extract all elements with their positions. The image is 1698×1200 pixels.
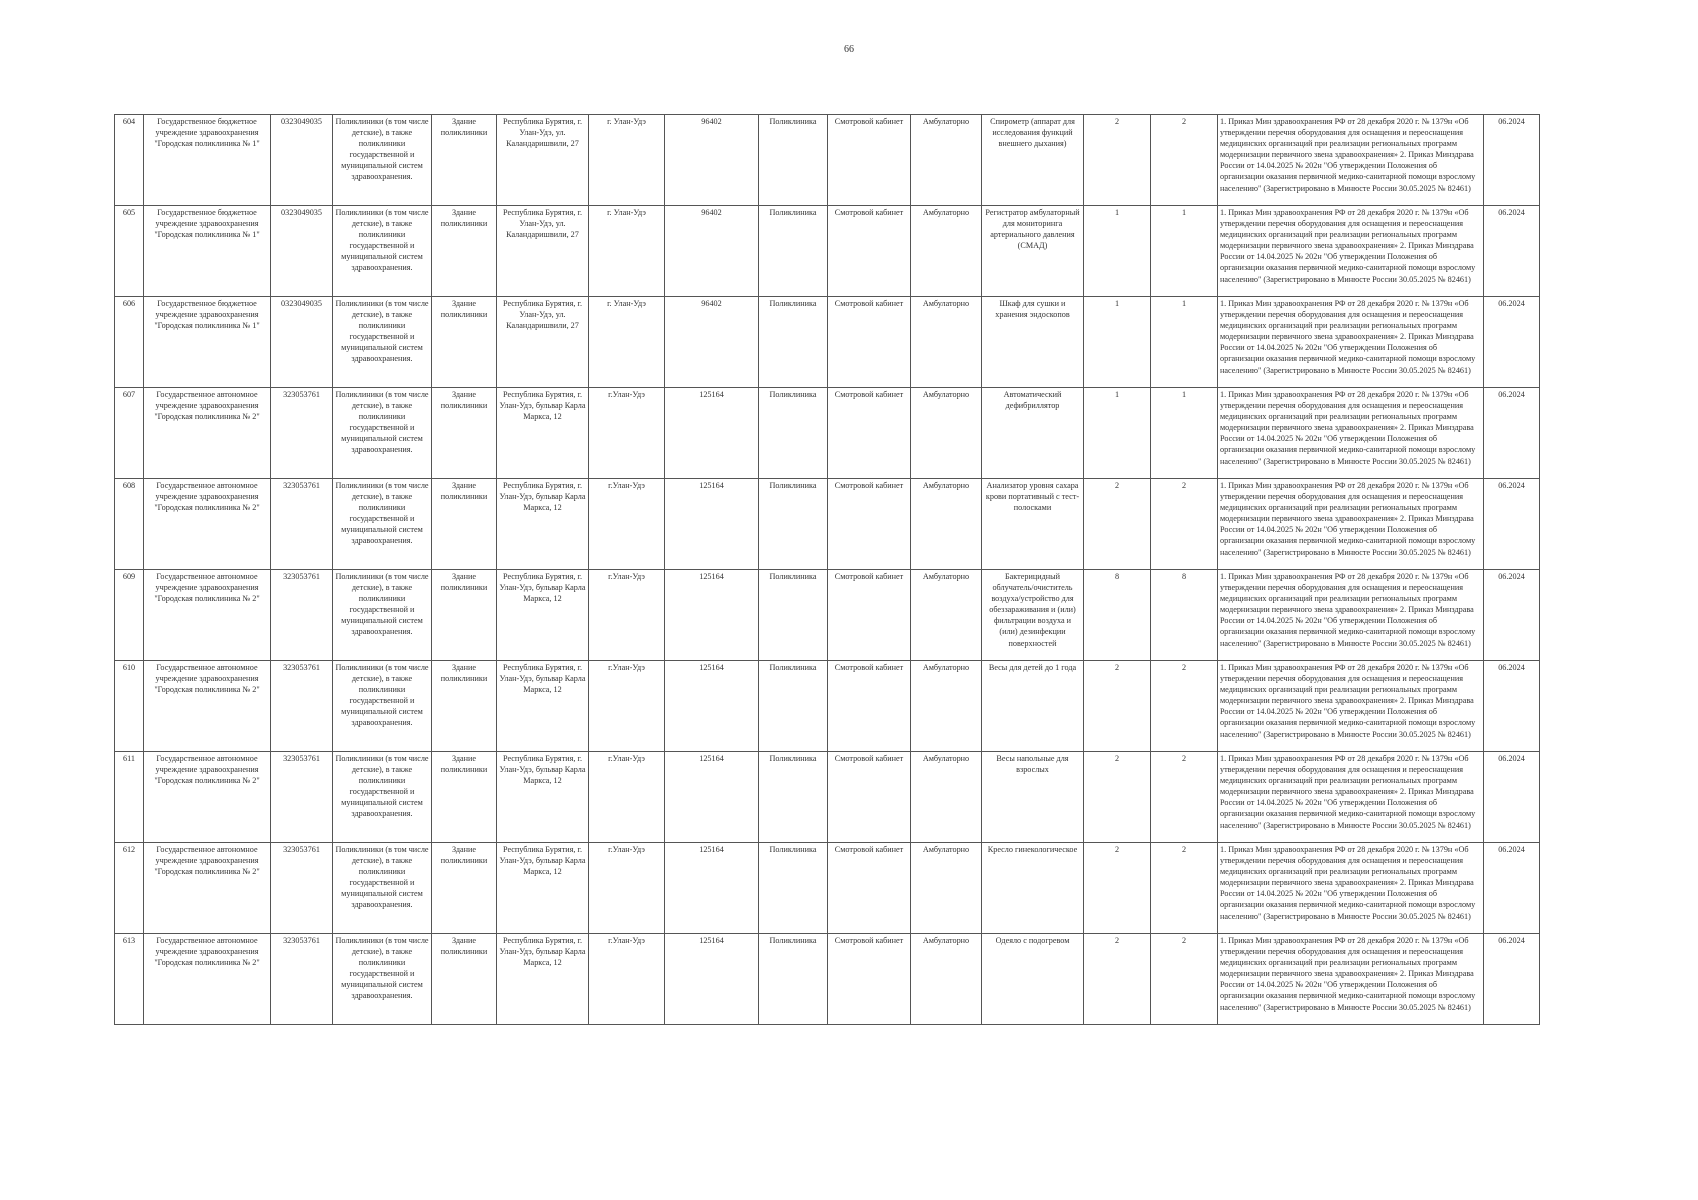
cell-facility-type: Поликлиника: [759, 843, 828, 934]
cell-organization-inn: 323053761: [271, 752, 333, 843]
cell-city: г. Улан-Удэ: [589, 115, 665, 206]
cell-care-mode: Амбулаторно: [911, 843, 982, 934]
cell-legal-basis: 1. Приказ Мин здравоохранения РФ от 28 декабря 2020 г. № 1379н «Об утверждении перечня оборудования для оснащения и переоснащения медицинских организаций при реализации региональных программ модернизации первичного звена здравоохранения» 2. Приказ Минздрава России от 14.04.2025 № 202н "Об утверждении Положения об организации оказания первичной медико-санитарной помощи взрослому населению" (Зарегистрировано в Минюсте России 30.05.2025 № 82461): [1218, 388, 1484, 479]
cell-row-number: 605: [115, 206, 144, 297]
cell-organization-type: Поликлиники (в том числе детские), в также поликлиники государственной и муниципальной систем здравоохранения.: [333, 115, 432, 206]
cell-quantity-required: 1: [1084, 206, 1151, 297]
cell-city: г.Улан-Удэ: [589, 934, 665, 1025]
cell-organization-name: Государственное бюджетное учреждение здравоохранения "Городская поликлиника № 1": [144, 297, 271, 388]
table-row: [115, 661, 1540, 752]
cell-due-date: 06.2024: [1484, 934, 1540, 1025]
cell-due-date: 06.2024: [1484, 206, 1540, 297]
cell-room-type: Смотровой кабинет: [828, 206, 911, 297]
cell-building: Здание поликлиники: [432, 661, 497, 752]
cell-legal-basis: 1. Приказ Мин здравоохранения РФ от 28 декабря 2020 г. № 1379н «Об утверждении перечня оборудования для оснащения и переоснащения медицинских организаций при реализации региональных программ модернизации первичного звена здравоохранения» 2. Приказ Минздрава России от 14.04.2025 № 202н "Об утверждении Положения об организации оказания первичной медико-санитарной помощи взрослому населению" (Зарегистрировано в Минюсте России 30.05.2025 № 82461): [1218, 843, 1484, 934]
cell-row-number: 611: [115, 752, 144, 843]
cell-territory-code: 125164: [665, 661, 759, 752]
cell-address: Республика Бурятия, г. Улан-Удэ, бульвар Карла Маркса, 12: [497, 570, 589, 661]
cell-legal-basis: 1. Приказ Мин здравоохранения РФ от 28 декабря 2020 г. № 1379н «Об утверждении перечня оборудования для оснащения и переоснащения медицинских организаций при реализации региональных программ модернизации первичного звена здравоохранения» 2. Приказ Минздрава России от 14.04.2025 № 202н "Об утверждении Положения об организации оказания первичной медико-санитарной помощи взрослому населению" (Зарегистрировано в Минюсте России 30.05.2025 № 82461): [1218, 934, 1484, 1025]
cell-territory-code: 96402: [665, 206, 759, 297]
cell-care-mode: Амбулаторно: [911, 115, 982, 206]
cell-care-mode: Амбулаторно: [911, 661, 982, 752]
cell-facility-type: Поликлиника: [759, 661, 828, 752]
table-row: [115, 934, 1540, 1025]
cell-quantity-planned: 2: [1151, 661, 1218, 752]
cell-territory-code: 125164: [665, 388, 759, 479]
cell-due-date: 06.2024: [1484, 843, 1540, 934]
cell-organization-name: Государственное автономное учреждение здравоохранения "Городская поликлиника № 2": [144, 570, 271, 661]
cell-facility-type: Поликлиника: [759, 479, 828, 570]
cell-row-number: 612: [115, 843, 144, 934]
cell-legal-basis: 1. Приказ Мин здравоохранения РФ от 28 декабря 2020 г. № 1379н «Об утверждении перечня оборудования для оснащения и переоснащения медицинских организаций при реализации региональных программ модернизации первичного звена здравоохранения» 2. Приказ Минздрава России от 14.04.2025 № 202н "Об утверждении Положения об организации оказания первичной медико-санитарной помощи взрослому населению" (Зарегистрировано в Минюсте России 30.05.2025 № 82461): [1218, 297, 1484, 388]
cell-legal-basis: 1. Приказ Мин здравоохранения РФ от 28 декабря 2020 г. № 1379н «Об утверждении перечня оборудования для оснащения и переоснащения медицинских организаций при реализации региональных программ модернизации первичного звена здравоохранения» 2. Приказ Минздрава России от 14.04.2025 № 202н "Об утверждении Положения об организации оказания первичной медико-санитарной помощи взрослому населению" (Зарегистрировано в Минюсте России 30.05.2025 № 82461): [1218, 570, 1484, 661]
cell-quantity-planned: 2: [1151, 843, 1218, 934]
cell-quantity-required: 1: [1084, 297, 1151, 388]
cell-facility-type: Поликлиника: [759, 388, 828, 479]
cell-quantity-planned: 1: [1151, 297, 1218, 388]
cell-equipment-name: Одеяло с подогревом: [982, 934, 1084, 1025]
cell-room-type: Смотровой кабинет: [828, 934, 911, 1025]
cell-quantity-required: 2: [1084, 661, 1151, 752]
table-body: [115, 115, 1540, 1025]
cell-quantity-required: 2: [1084, 843, 1151, 934]
cell-organization-type: Поликлиники (в том числе детские), в также поликлиники государственной и муниципальной систем здравоохранения.: [333, 388, 432, 479]
table-row: [115, 297, 1540, 388]
cell-organization-type: Поликлиники (в том числе детские), в также поликлиники государственной и муниципальной систем здравоохранения.: [333, 479, 432, 570]
cell-building: Здание поликлиники: [432, 843, 497, 934]
cell-quantity-required: 1: [1084, 388, 1151, 479]
cell-quantity-planned: 8: [1151, 570, 1218, 661]
cell-quantity-planned: 1: [1151, 388, 1218, 479]
cell-address: Республика Бурятия, г. Улан-Удэ, бульвар Карла Маркса, 12: [497, 479, 589, 570]
cell-building: Здание поликлиники: [432, 297, 497, 388]
cell-organization-name: Государственное автономное учреждение здравоохранения "Городская поликлиника № 2": [144, 934, 271, 1025]
cell-due-date: 06.2024: [1484, 115, 1540, 206]
cell-facility-type: Поликлиника: [759, 115, 828, 206]
cell-room-type: Смотровой кабинет: [828, 388, 911, 479]
cell-organization-name: Государственное автономное учреждение здравоохранения "Городская поликлиника № 2": [144, 388, 271, 479]
cell-address: Республика Бурятия, г. Улан-Удэ, бульвар Карла Маркса, 12: [497, 934, 589, 1025]
cell-care-mode: Амбулаторно: [911, 934, 982, 1025]
cell-organization-inn: 0323049035: [271, 206, 333, 297]
cell-organization-inn: 323053761: [271, 479, 333, 570]
cell-equipment-name: Анализатор уровня сахара крови портативный с тест-полосками: [982, 479, 1084, 570]
cell-equipment-name: Кресло гинекологическое: [982, 843, 1084, 934]
cell-room-type: Смотровой кабинет: [828, 661, 911, 752]
cell-equipment-name: Бактерицидный облучатель/очиститель воздуха/устройство для обеззараживания и (или) фильтрации воздуха и (или) дезинфекции поверхностей: [982, 570, 1084, 661]
cell-organization-name: Государственное автономное учреждение здравоохранения "Городская поликлиника № 2": [144, 661, 271, 752]
cell-room-type: Смотровой кабинет: [828, 115, 911, 206]
cell-building: Здание поликлиники: [432, 752, 497, 843]
cell-organization-name: Государственное автономное учреждение здравоохранения "Городская поликлиника № 2": [144, 479, 271, 570]
cell-address: Республика Бурятия, г. Улан-Удэ, ул. Каландаришвили, 27: [497, 206, 589, 297]
cell-facility-type: Поликлиника: [759, 570, 828, 661]
cell-legal-basis: 1. Приказ Мин здравоохранения РФ от 28 декабря 2020 г. № 1379н «Об утверждении перечня оборудования для оснащения и переоснащения медицинских организаций при реализации региональных программ модернизации первичного звена здравоохранения» 2. Приказ Минздрава России от 14.04.2025 № 202н "Об утверждении Положения об организации оказания первичной медико-санитарной помощи взрослому населению" (Зарегистрировано в Минюсте России 30.05.2025 № 82461): [1218, 115, 1484, 206]
cell-due-date: 06.2024: [1484, 297, 1540, 388]
cell-building: Здание поликлиники: [432, 934, 497, 1025]
cell-room-type: Смотровой кабинет: [828, 843, 911, 934]
cell-city: г.Улан-Удэ: [589, 843, 665, 934]
cell-equipment-name: Шкаф для сушки и хранения эндоскопов: [982, 297, 1084, 388]
cell-address: Республика Бурятия, г. Улан-Удэ, бульвар Карла Маркса, 12: [497, 843, 589, 934]
cell-legal-basis: 1. Приказ Мин здравоохранения РФ от 28 декабря 2020 г. № 1379н «Об утверждении перечня оборудования для оснащения и переоснащения медицинских организаций при реализации региональных программ модернизации первичного звена здравоохранения» 2. Приказ Минздрава России от 14.04.2025 № 202н "Об утверждении Положения об организации оказания первичной медико-санитарной помощи взрослому населению" (Зарегистрировано в Минюсте России 30.05.2025 № 82461): [1218, 206, 1484, 297]
cell-organization-type: Поликлиники (в том числе детские), в также поликлиники государственной и муниципальной систем здравоохранения.: [333, 206, 432, 297]
cell-row-number: 606: [115, 297, 144, 388]
cell-building: Здание поликлиники: [432, 570, 497, 661]
cell-care-mode: Амбулаторно: [911, 479, 982, 570]
cell-organization-name: Государственное бюджетное учреждение здравоохранения "Городская поликлиника № 1": [144, 115, 271, 206]
table-row: [115, 843, 1540, 934]
cell-organization-inn: 323053761: [271, 843, 333, 934]
cell-equipment-name: Автоматический дефибриллятор: [982, 388, 1084, 479]
cell-organization-inn: 323053761: [271, 570, 333, 661]
cell-building: Здание поликлиники: [432, 115, 497, 206]
cell-organization-type: Поликлиники (в том числе детские), в также поликлиники государственной и муниципальной систем здравоохранения.: [333, 843, 432, 934]
table-row: [115, 206, 1540, 297]
cell-city: г. Улан-Удэ: [589, 206, 665, 297]
cell-facility-type: Поликлиника: [759, 934, 828, 1025]
cell-city: г.Улан-Удэ: [589, 661, 665, 752]
cell-building: Здание поликлиники: [432, 479, 497, 570]
cell-room-type: Смотровой кабинет: [828, 479, 911, 570]
cell-row-number: 610: [115, 661, 144, 752]
cell-organization-type: Поликлиники (в том числе детские), в также поликлиники государственной и муниципальной систем здравоохранения.: [333, 752, 432, 843]
cell-legal-basis: 1. Приказ Мин здравоохранения РФ от 28 декабря 2020 г. № 1379н «Об утверждении перечня оборудования для оснащения и переоснащения медицинских организаций при реализации региональных программ модернизации первичного звена здравоохранения» 2. Приказ Минздрава России от 14.04.2025 № 202н "Об утверждении Положения об организации оказания первичной медико-санитарной помощи взрослому населению" (Зарегистрировано в Минюсте России 30.05.2025 № 82461): [1218, 479, 1484, 570]
cell-row-number: 604: [115, 115, 144, 206]
table-row: [115, 115, 1540, 206]
cell-organization-name: Государственное автономное учреждение здравоохранения "Городская поликлиника № 2": [144, 843, 271, 934]
cell-row-number: 608: [115, 479, 144, 570]
cell-row-number: 607: [115, 388, 144, 479]
cell-organization-name: Государственное бюджетное учреждение здравоохранения "Городская поликлиника № 1": [144, 206, 271, 297]
cell-city: г.Улан-Удэ: [589, 388, 665, 479]
cell-row-number: 609: [115, 570, 144, 661]
cell-facility-type: Поликлиника: [759, 297, 828, 388]
page-number: 66: [844, 44, 854, 55]
cell-legal-basis: 1. Приказ Мин здравоохранения РФ от 28 декабря 2020 г. № 1379н «Об утверждении перечня оборудования для оснащения и переоснащения медицинских организаций при реализации региональных программ модернизации первичного звена здравоохранения» 2. Приказ Минздрава России от 14.04.2025 № 202н "Об утверждении Положения об организации оказания первичной медико-санитарной помощи взрослому населению" (Зарегистрировано в Минюсте России 30.05.2025 № 82461): [1218, 752, 1484, 843]
cell-quantity-required: 2: [1084, 479, 1151, 570]
cell-city: г.Улан-Удэ: [589, 479, 665, 570]
cell-address: Республика Бурятия, г. Улан-Удэ, бульвар Карла Маркса, 12: [497, 661, 589, 752]
cell-equipment-name: Регистратор амбулаторный для мониторинга артериального давления (СМАД): [982, 206, 1084, 297]
cell-quantity-planned: 2: [1151, 752, 1218, 843]
cell-building: Здание поликлиники: [432, 206, 497, 297]
cell-care-mode: Амбулаторно: [911, 570, 982, 661]
cell-organization-inn: 0323049035: [271, 115, 333, 206]
cell-quantity-required: 2: [1084, 934, 1151, 1025]
cell-address: Республика Бурятия, г. Улан-Удэ, ул. Каландаришвили, 27: [497, 297, 589, 388]
cell-quantity-required: 2: [1084, 115, 1151, 206]
cell-due-date: 06.2024: [1484, 752, 1540, 843]
cell-equipment-name: Весы для детей до 1 года: [982, 661, 1084, 752]
cell-equipment-name: Весы напольные для взрослых: [982, 752, 1084, 843]
cell-organization-inn: 0323049035: [271, 297, 333, 388]
table-row: [115, 752, 1540, 843]
cell-room-type: Смотровой кабинет: [828, 297, 911, 388]
cell-room-type: Смотровой кабинет: [828, 570, 911, 661]
table-row: [115, 388, 1540, 479]
cell-care-mode: Амбулаторно: [911, 388, 982, 479]
table-row: [115, 570, 1540, 661]
cell-facility-type: Поликлиника: [759, 206, 828, 297]
cell-organization-inn: 323053761: [271, 388, 333, 479]
cell-city: г.Улан-Удэ: [589, 570, 665, 661]
cell-organization-inn: 323053761: [271, 934, 333, 1025]
cell-city: г. Улан-Удэ: [589, 297, 665, 388]
cell-address: Республика Бурятия, г. Улан-Удэ, ул. Каландаришвили, 27: [497, 115, 589, 206]
cell-organization-type: Поликлиники (в том числе детские), в также поликлиники государственной и муниципальной систем здравоохранения.: [333, 570, 432, 661]
cell-organization-type: Поликлиники (в том числе детские), в также поликлиники государственной и муниципальной систем здравоохранения.: [333, 934, 432, 1025]
cell-address: Республика Бурятия, г. Улан-Удэ, бульвар Карла Маркса, 12: [497, 388, 589, 479]
cell-care-mode: Амбулаторно: [911, 752, 982, 843]
cell-quantity-planned: 1: [1151, 206, 1218, 297]
cell-territory-code: 125164: [665, 479, 759, 570]
cell-due-date: 06.2024: [1484, 388, 1540, 479]
cell-quantity-planned: 2: [1151, 479, 1218, 570]
cell-room-type: Смотровой кабинет: [828, 752, 911, 843]
cell-facility-type: Поликлиника: [759, 752, 828, 843]
cell-territory-code: 96402: [665, 115, 759, 206]
cell-quantity-planned: 2: [1151, 934, 1218, 1025]
cell-territory-code: 125164: [665, 843, 759, 934]
table-row: [115, 479, 1540, 570]
cell-organization-type: Поликлиники (в том числе детские), в также поликлиники государственной и муниципальной систем здравоохранения.: [333, 297, 432, 388]
cell-territory-code: 96402: [665, 297, 759, 388]
cell-territory-code: 125164: [665, 934, 759, 1025]
cell-row-number: 613: [115, 934, 144, 1025]
cell-equipment-name: Спирометр (аппарат для исследования функций внешнего дыхания): [982, 115, 1084, 206]
cell-city: г.Улан-Удэ: [589, 752, 665, 843]
equipment-table: [114, 114, 1540, 1025]
cell-territory-code: 125164: [665, 570, 759, 661]
cell-address: Республика Бурятия, г. Улан-Удэ, бульвар Карла Маркса, 12: [497, 752, 589, 843]
cell-quantity-required: 2: [1084, 752, 1151, 843]
cell-care-mode: Амбулаторно: [911, 297, 982, 388]
cell-quantity-required: 8: [1084, 570, 1151, 661]
cell-care-mode: Амбулаторно: [911, 206, 982, 297]
cell-organization-name: Государственное автономное учреждение здравоохранения "Городская поликлиника № 2": [144, 752, 271, 843]
cell-quantity-planned: 2: [1151, 115, 1218, 206]
cell-territory-code: 125164: [665, 752, 759, 843]
cell-legal-basis: 1. Приказ Мин здравоохранения РФ от 28 декабря 2020 г. № 1379н «Об утверждении перечня оборудования для оснащения и переоснащения медицинских организаций при реализации региональных программ модернизации первичного звена здравоохранения» 2. Приказ Минздрава России от 14.04.2025 № 202н "Об утверждении Положения об организации оказания первичной медико-санитарной помощи взрослому населению" (Зарегистрировано в Минюсте России 30.05.2025 № 82461): [1218, 661, 1484, 752]
cell-organization-type: Поликлиники (в том числе детские), в также поликлиники государственной и муниципальной систем здравоохранения.: [333, 661, 432, 752]
cell-building: Здание поликлиники: [432, 388, 497, 479]
cell-due-date: 06.2024: [1484, 479, 1540, 570]
cell-due-date: 06.2024: [1484, 661, 1540, 752]
cell-due-date: 06.2024: [1484, 570, 1540, 661]
cell-organization-inn: 323053761: [271, 661, 333, 752]
